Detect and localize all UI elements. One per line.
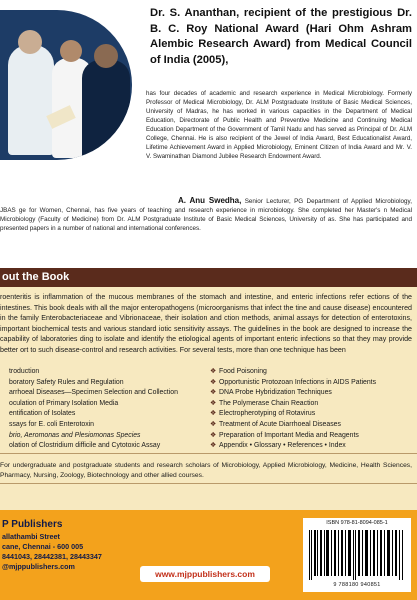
contents-item: ❖ Electropherotyping of Rotavirus <box>210 409 415 420</box>
contents-item: ❖ DNA Probe Hybridization Techniques <box>210 388 415 399</box>
contents-item: ❖ The Polymerase Chain Reaction <box>210 399 415 410</box>
bullet-icon: ❖ <box>210 389 217 397</box>
bullet-icon: ❖ <box>210 378 217 386</box>
section-title: out the Book <box>2 271 70 283</box>
contents-item: boratory Safety Rules and Regulation <box>9 378 124 386</box>
barcode-number: 9 788180 940851 <box>333 582 381 588</box>
bullet-icon: ❖ <box>210 431 217 439</box>
contents-item: oculation of Primary Isolation Media <box>9 399 119 407</box>
contents-item: olation of Clostridium difficile and Cytotoxic Assay <box>9 442 161 450</box>
audience-text: For undergraduate and postgraduate students and research scholars of Microbiology, Applied Microbiology, Medicine, Health Sciences, Pharmacy, Nursing, Zoology, Biotechnology and other allied courses. <box>0 462 412 479</box>
contents-item: ❖ Treatment of Acute Diarrhoeal Diseases <box>210 420 415 431</box>
divider <box>0 453 417 454</box>
bullet-icon: ❖ <box>210 368 217 375</box>
contents-item: arrhoeal Diseases—Specimen Selection and Collection <box>9 389 178 397</box>
author1-heading: Dr. S. Ananthan, recipient of the prestigious Dr. B. C. Roy National Award (Hari Ohm Ashram Alembic Research Award) from Medical Council of India (2005), <box>150 7 412 66</box>
contents-item: ❖ Opportunistic Protozoan Infections in AIDS Patients <box>210 378 415 389</box>
contents-item: ❖ Preparation of Important Media and Reagents <box>210 431 415 442</box>
author1-bio: has four decades of academic and research experience in Medical Microbiology. Formerly Professor of Medical Microbiology, Dr. ALM Postgraduate Institute of Basic Medical Sciences, University of Madras, he has worked in various capacities in the Department of Medical Education, Directorate of Public Health and Preventive Medicine and Continuing Medical Education Department of the Government of Tamil Nadu and has served as Principal of Dr. ALM College, Chennai. He is also recipient of the Jewel of India Award, Best Educationalist Award, Lifetime Achievement Award in Applied Microbiology, Eminent Citizen of India Award and Mr. V. V. Swaminathan Diamond Jubilee Research Endowment Award. <box>146 90 412 160</box>
contents-item: ❖ Appendix • Glossary • References • Index <box>210 441 415 452</box>
contents-item: ssays for E. coli Enterotoxin <box>9 420 95 428</box>
divider <box>0 483 417 484</box>
isbn-label: ISBN 978-81-8094-085-1 <box>326 520 388 526</box>
publisher-address: allathambi Street cane, Chennai - 600 005 8441043, 28442381, 28443347 @mjppublishers.com <box>2 532 102 571</box>
barcode-icon <box>307 530 407 580</box>
book-description: roenteritis is inflammation of the mucous membranes of the stomach and intestine, and enteric infections refer ections of the intestines. This book deals with all the major enteropathogens (microorganisms that infect the tine and cause disease) encountered in the family Enterobacteriaceae and Vibrionaceae, their isolation and ction methods, animal assays for detection of enterotoxins, important biochemical tests and various standard iotic sensitivity assays. The guidelines in the book are designed to increase the capability of laboratories ding to isolate and identify the etiological agents of important enteric infections so that they may provide better ort to such disease-control and research activities. For several tests, more than one technique has been <box>0 293 412 354</box>
author2-text: Senior Lecturer, PG Department of Applied Microbiology, JBAS ge for Women, Chennai, has five years of teaching and research experience in microbiology. She completed her Master's n Medical Microbiology (Faculty of Medicine) from Dr. ALM Postgraduate Institute of Basic Medical Sciences, University of as. She has participated and presented papers in a number of national and international conferences. <box>0 198 412 232</box>
author2-bio <box>0 196 412 233</box>
contents-item: ❖ Food Poisoning <box>210 367 415 378</box>
author2-name: A. Anu Swedha, <box>178 196 242 205</box>
contents-list-right <box>210 367 415 452</box>
contents-item: brio, Aeromonas and Plesiomonas Species <box>9 431 141 439</box>
bullet-icon: ❖ <box>210 399 217 407</box>
contents-item: troduction <box>9 368 40 375</box>
publisher-website-link[interactable]: www.mjppublishers.com <box>140 566 270 582</box>
publisher-name: P Publishers <box>2 519 63 530</box>
bullet-icon: ❖ <box>210 410 217 418</box>
bullet-icon: ❖ <box>210 442 217 450</box>
contents-list-left <box>0 367 205 452</box>
bullet-icon: ❖ <box>210 420 217 428</box>
contents-item: entification of Isolates <box>9 410 76 418</box>
